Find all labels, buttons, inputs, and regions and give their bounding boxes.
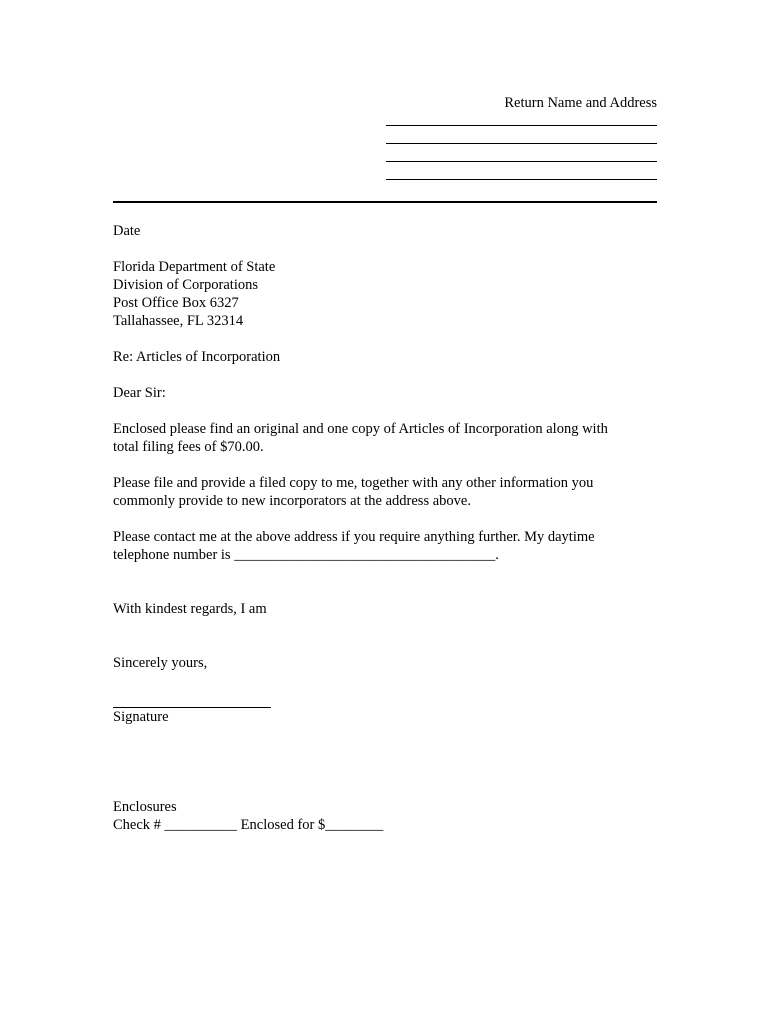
paragraph-contact bbox=[113, 528, 657, 564]
paragraph-line: Please contact me at the above address if you require anything further. My daytime bbox=[113, 529, 595, 545]
letter-body bbox=[113, 222, 657, 834]
paragraph-line: Enclosed please find an original and one copy of Articles of Incorporation along with bbox=[113, 421, 608, 437]
regards-line: With kindest regards, I am bbox=[113, 601, 267, 617]
paragraph-line: commonly provide to new incorporators at the address above. bbox=[113, 493, 471, 509]
signature-line bbox=[113, 690, 271, 708]
header-divider bbox=[113, 201, 657, 203]
check-line: Check # __________ Enclosed for $________ bbox=[113, 817, 384, 833]
paragraph-line: Please file and provide a filed copy to me, together with any other information you bbox=[113, 475, 594, 491]
return-address-line-3 bbox=[386, 161, 657, 162]
return-address-line-2 bbox=[386, 143, 657, 144]
return-address-line-1 bbox=[386, 125, 657, 126]
signature-label: Signature bbox=[113, 709, 169, 725]
enclosures-label: Enclosures bbox=[113, 799, 177, 815]
recipient-address bbox=[113, 258, 657, 330]
recipient-line: Post Office Box 6327 bbox=[113, 295, 239, 311]
salutation: Dear Sir: bbox=[113, 385, 166, 401]
paragraph-line: total filing fees of $70.00. bbox=[113, 439, 264, 455]
closing-line: Sincerely yours, bbox=[113, 655, 208, 671]
recipient-line: Division of Corporations bbox=[113, 277, 258, 293]
recipient-line: Tallahassee, FL 32314 bbox=[113, 313, 244, 329]
paragraph-line: telephone number is ____________________________________. bbox=[113, 547, 499, 563]
return-address-block bbox=[386, 94, 657, 180]
return-address-line-4 bbox=[386, 179, 657, 180]
subject-line: Re: Articles of Incorporation bbox=[113, 349, 281, 365]
return-address-label: Return Name and Address bbox=[504, 95, 657, 111]
recipient-line: Florida Department of State bbox=[113, 259, 276, 275]
paragraph-enclosed bbox=[113, 420, 657, 456]
paragraph-file-request bbox=[113, 474, 657, 510]
date-label: Date bbox=[113, 223, 141, 239]
